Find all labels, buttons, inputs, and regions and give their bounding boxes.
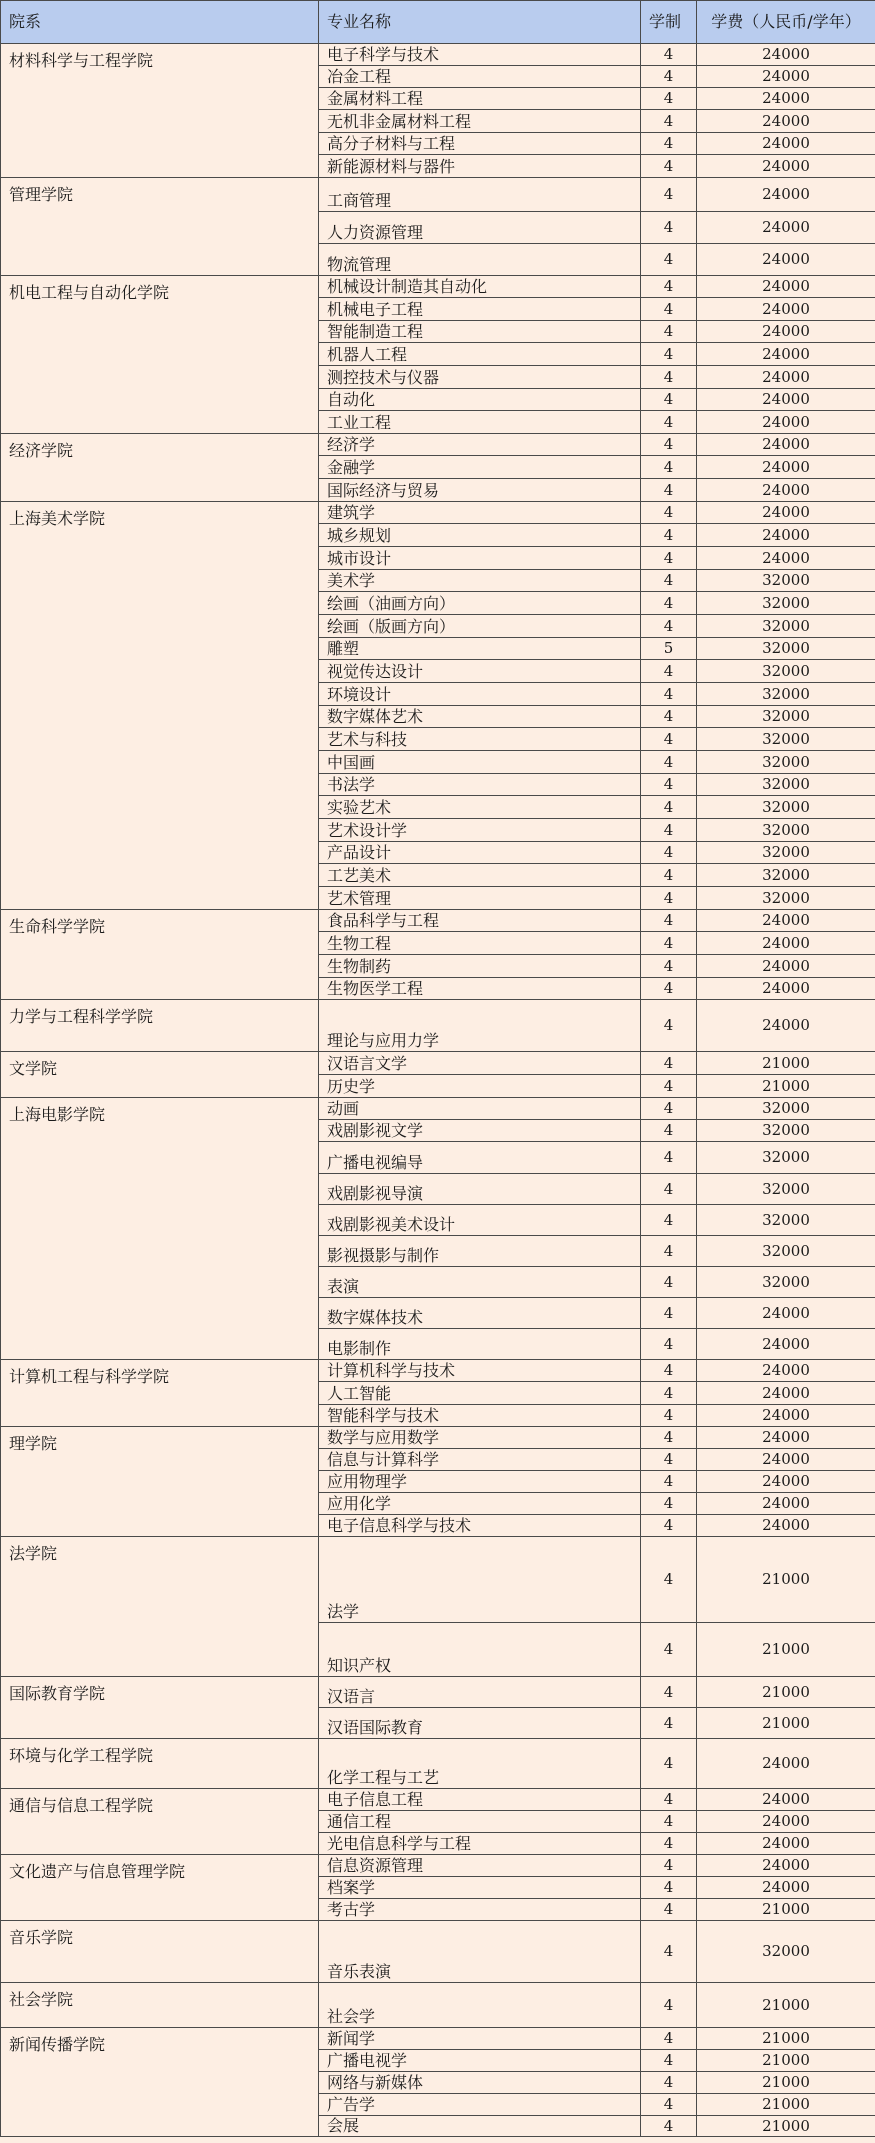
major-cell: 人工智能 [319, 1382, 641, 1405]
major-cell: 高分子材料与工程 [319, 133, 641, 155]
major-cell: 信息资源管理 [319, 1855, 641, 1877]
duration-cell: 4 [641, 1877, 697, 1899]
duration-cell: 4 [641, 1098, 697, 1120]
duration-cell: 4 [641, 1205, 697, 1236]
duration-cell: 4 [641, 1052, 697, 1075]
college-cell: 理学院 [1, 1427, 319, 1537]
tuition-cell: 32000 [697, 1921, 875, 1983]
duration-cell: 4 [641, 298, 697, 321]
major-cell: 生物医学工程 [319, 978, 641, 1000]
tuition-cell: 24000 [697, 44, 875, 66]
duration-cell: 4 [641, 1471, 697, 1493]
table-body [1, 44, 875, 2137]
tuition-cell: 24000 [697, 1493, 875, 1515]
duration-cell: 4 [641, 1983, 697, 2028]
major-cell: 中国画 [319, 751, 641, 774]
major-cell: 会展 [319, 2116, 641, 2137]
table-row [1, 276, 875, 298]
duration-cell: 4 [641, 524, 697, 547]
major-cell: 档案学 [319, 1877, 641, 1899]
tuition-cell: 24000 [697, 1877, 875, 1899]
header-college: 院系 [1, 1, 319, 44]
major-cell: 新能源材料与器件 [319, 155, 641, 178]
college-cell: 经济学院 [1, 434, 319, 502]
major-cell: 戏剧影视美术设计 [319, 1205, 641, 1236]
college-cell: 法学院 [1, 1537, 319, 1677]
major-cell: 书法学 [319, 774, 641, 796]
tuition-cell: 32000 [697, 887, 875, 910]
major-cell: 绘画（油画方向） [319, 592, 641, 615]
tuition-cell: 21000 [697, 2028, 875, 2050]
major-cell: 信息与计算科学 [319, 1449, 641, 1471]
tuition-cell: 21000 [697, 1052, 875, 1075]
major-cell: 金融学 [319, 456, 641, 479]
duration-cell: 4 [641, 2116, 697, 2137]
major-cell: 新闻学 [319, 2028, 641, 2050]
college-cell: 音乐学院 [1, 1921, 319, 1983]
college-cell: 社会学院 [1, 1983, 319, 2028]
duration-cell: 4 [641, 1811, 697, 1833]
tuition-cell: 21000 [697, 2116, 875, 2137]
major-cell: 美术学 [319, 570, 641, 592]
tuition-cell: 32000 [697, 1098, 875, 1120]
duration-cell: 4 [641, 683, 697, 706]
major-cell: 汉语言 [319, 1677, 641, 1708]
table-row [1, 1855, 875, 1877]
major-cell: 数字媒体艺术 [319, 706, 641, 728]
tuition-cell: 24000 [697, 298, 875, 321]
college-cell: 机电工程与自动化学院 [1, 276, 319, 434]
college-cell: 材料科学与工程学院 [1, 44, 319, 178]
duration-cell: 4 [641, 887, 697, 910]
college-cell: 上海美术学院 [1, 502, 319, 910]
duration-cell: 4 [641, 955, 697, 978]
major-cell: 艺术管理 [319, 887, 641, 910]
duration-cell: 4 [641, 615, 697, 638]
table-row [1, 502, 875, 524]
header-row [1, 1, 875, 44]
tuition-cell: 24000 [697, 1298, 875, 1329]
duration-cell: 4 [641, 2050, 697, 2072]
major-cell: 无机非金属材料工程 [319, 110, 641, 133]
tuition-cell: 24000 [697, 479, 875, 502]
tuition-cell: 21000 [697, 1708, 875, 1739]
major-cell: 冶金工程 [319, 66, 641, 88]
duration-cell: 4 [641, 178, 697, 212]
major-cell: 工业工程 [319, 411, 641, 434]
header-major: 专业名称 [319, 1, 641, 44]
major-cell: 电影制作 [319, 1329, 641, 1360]
tuition-cell: 32000 [697, 638, 875, 660]
table-header [1, 1, 875, 44]
duration-cell: 4 [641, 1921, 697, 1983]
tuition-cell: 24000 [697, 1515, 875, 1537]
duration-cell: 4 [641, 1515, 697, 1537]
tuition-cell: 32000 [697, 683, 875, 706]
duration-cell: 4 [641, 660, 697, 683]
duration-cell: 4 [641, 1449, 697, 1471]
table-row [1, 1921, 875, 1983]
duration-cell: 4 [641, 44, 697, 66]
tuition-cell: 32000 [697, 1120, 875, 1142]
duration-cell: 4 [641, 1677, 697, 1708]
duration-cell: 4 [641, 706, 697, 728]
tuition-cell: 24000 [697, 910, 875, 932]
duration-cell: 4 [641, 434, 697, 456]
tuition-cell: 24000 [697, 1855, 875, 1877]
duration-cell: 4 [641, 88, 697, 110]
duration-cell: 4 [641, 1329, 697, 1360]
table-row [1, 1983, 875, 2028]
major-cell: 建筑学 [319, 502, 641, 524]
major-cell: 通信工程 [319, 1811, 641, 1833]
duration-cell: 4 [641, 2094, 697, 2116]
duration-cell: 4 [641, 1382, 697, 1405]
college-cell: 力学与工程科学学院 [1, 1000, 319, 1052]
tuition-cell: 24000 [697, 1789, 875, 1811]
tuition-cell: 21000 [697, 1677, 875, 1708]
table-row [1, 1789, 875, 1811]
tuition-cell: 24000 [697, 434, 875, 456]
major-cell: 食品科学与工程 [319, 910, 641, 932]
major-cell: 测控技术与仪器 [319, 366, 641, 389]
duration-cell: 4 [641, 1427, 697, 1449]
tuition-cell: 24000 [697, 389, 875, 411]
college-cell: 通信与信息工程学院 [1, 1789, 319, 1855]
tuition-cell: 32000 [697, 1174, 875, 1205]
duration-cell: 4 [641, 1855, 697, 1877]
duration-cell: 4 [641, 1174, 697, 1205]
major-cell: 电子科学与技术 [319, 44, 641, 66]
tuition-cell: 32000 [697, 615, 875, 638]
tuition-cell: 24000 [697, 133, 875, 155]
tuition-cell: 21000 [697, 2094, 875, 2116]
duration-cell: 4 [641, 1833, 697, 1855]
tuition-cell: 24000 [697, 955, 875, 978]
duration-cell: 4 [641, 1789, 697, 1811]
tuition-cell: 24000 [697, 524, 875, 547]
major-cell: 应用化学 [319, 1493, 641, 1515]
header-duration: 学制 [641, 1, 697, 44]
major-cell: 知识产权 [319, 1623, 641, 1677]
major-cell: 社会学 [319, 1983, 641, 2028]
duration-cell: 4 [641, 819, 697, 842]
duration-cell: 4 [641, 1267, 697, 1298]
table-row [1, 434, 875, 456]
duration-cell: 4 [641, 796, 697, 819]
major-cell: 视觉传达设计 [319, 660, 641, 683]
tuition-cell: 24000 [697, 155, 875, 178]
duration-cell: 4 [641, 66, 697, 88]
major-cell: 影视摄影与制作 [319, 1236, 641, 1267]
major-cell: 戏剧影视文学 [319, 1120, 641, 1142]
tuition-cell: 24000 [697, 502, 875, 524]
tuition-cell: 24000 [697, 1382, 875, 1405]
duration-cell: 4 [641, 1493, 697, 1515]
college-cell: 生命科学学院 [1, 910, 319, 1000]
tuition-cell: 32000 [697, 774, 875, 796]
major-cell: 工艺美术 [319, 864, 641, 887]
tuition-cell: 32000 [697, 864, 875, 887]
duration-cell: 5 [641, 638, 697, 660]
major-cell: 实验艺术 [319, 796, 641, 819]
major-cell: 广播电视学 [319, 2050, 641, 2072]
major-cell: 法学 [319, 1537, 641, 1623]
major-cell: 数字媒体技术 [319, 1298, 641, 1329]
tuition-cell: 21000 [697, 1075, 875, 1098]
major-cell: 计算机科学与技术 [319, 1360, 641, 1382]
duration-cell: 4 [641, 1708, 697, 1739]
major-cell: 城乡规划 [319, 524, 641, 547]
college-cell: 环境与化学工程学院 [1, 1739, 319, 1789]
major-cell: 机器人工程 [319, 343, 641, 366]
major-cell: 网络与新媒体 [319, 2072, 641, 2094]
tuition-cell: 32000 [697, 842, 875, 864]
tuition-cell: 24000 [697, 1739, 875, 1789]
duration-cell: 4 [641, 321, 697, 343]
duration-cell: 4 [641, 1537, 697, 1623]
tuition-cell: 24000 [697, 1329, 875, 1360]
table-row [1, 44, 875, 66]
major-cell: 电子信息工程 [319, 1789, 641, 1811]
major-cell: 城市设计 [319, 547, 641, 570]
duration-cell: 4 [641, 910, 697, 932]
table-row [1, 910, 875, 932]
duration-cell: 4 [641, 366, 697, 389]
table-row [1, 1000, 875, 1052]
major-cell: 智能制造工程 [319, 321, 641, 343]
college-cell: 文化遗产与信息管理学院 [1, 1855, 319, 1921]
tuition-cell: 24000 [697, 1405, 875, 1427]
tuition-cell: 24000 [697, 276, 875, 298]
major-cell: 音乐表演 [319, 1921, 641, 1983]
tuition-cell: 32000 [697, 1205, 875, 1236]
duration-cell: 4 [641, 2028, 697, 2050]
duration-cell: 4 [641, 842, 697, 864]
duration-cell: 4 [641, 1739, 697, 1789]
duration-cell: 4 [641, 751, 697, 774]
major-cell: 生物工程 [319, 932, 641, 955]
duration-cell: 4 [641, 728, 697, 751]
duration-cell: 4 [641, 133, 697, 155]
duration-cell: 4 [641, 1405, 697, 1427]
duration-cell: 4 [641, 1298, 697, 1329]
tuition-cell: 32000 [697, 1267, 875, 1298]
table-row [1, 2028, 875, 2050]
duration-cell: 4 [641, 932, 697, 955]
major-cell: 广播电视编导 [319, 1142, 641, 1174]
major-cell: 应用物理学 [319, 1471, 641, 1493]
duration-cell: 4 [641, 343, 697, 366]
tuition-cell: 32000 [697, 728, 875, 751]
duration-cell: 4 [641, 244, 697, 276]
tuition-cell: 24000 [697, 932, 875, 955]
duration-cell: 4 [641, 212, 697, 244]
major-cell: 广告学 [319, 2094, 641, 2116]
tuition-cell: 24000 [697, 411, 875, 434]
table-row [1, 1360, 875, 1382]
major-cell: 历史学 [319, 1075, 641, 1098]
major-cell: 数学与应用数学 [319, 1427, 641, 1449]
tuition-cell: 24000 [697, 1471, 875, 1493]
tuition-cell: 24000 [697, 1000, 875, 1052]
tuition-cell: 24000 [697, 88, 875, 110]
table-row [1, 178, 875, 212]
tuition-cell: 24000 [697, 178, 875, 212]
tuition-cell: 32000 [697, 592, 875, 615]
duration-cell: 4 [641, 389, 697, 411]
major-cell: 国际经济与贸易 [319, 479, 641, 502]
table-row [1, 1427, 875, 1449]
major-cell: 雕塑 [319, 638, 641, 660]
major-cell: 化学工程与工艺 [319, 1739, 641, 1789]
tuition-cell: 24000 [697, 244, 875, 276]
major-cell: 工商管理 [319, 178, 641, 212]
major-cell: 艺术设计学 [319, 819, 641, 842]
tuition-cell: 21000 [697, 1983, 875, 2028]
tuition-cell: 24000 [697, 978, 875, 1000]
major-cell: 智能科学与技术 [319, 1405, 641, 1427]
tuition-cell: 24000 [697, 1449, 875, 1471]
duration-cell: 4 [641, 592, 697, 615]
major-cell: 戏剧影视导演 [319, 1174, 641, 1205]
major-cell: 机械设计制造其自动化 [319, 276, 641, 298]
duration-cell: 4 [641, 864, 697, 887]
tuition-cell: 24000 [697, 547, 875, 570]
major-cell: 光电信息科学与工程 [319, 1833, 641, 1855]
tuition-cell: 32000 [697, 751, 875, 774]
duration-cell: 4 [641, 1899, 697, 1921]
major-cell: 人力资源管理 [319, 212, 641, 244]
duration-cell: 4 [641, 570, 697, 592]
college-cell: 文学院 [1, 1052, 319, 1098]
table-row [1, 1537, 875, 1623]
duration-cell: 4 [641, 155, 697, 178]
tuition-cell: 32000 [697, 819, 875, 842]
major-cell: 汉语国际教育 [319, 1708, 641, 1739]
tuition-cell: 24000 [697, 321, 875, 343]
table-row [1, 1052, 875, 1075]
header-tuition: 学费（人民币/学年） [697, 1, 875, 44]
college-cell: 管理学院 [1, 178, 319, 276]
duration-cell: 4 [641, 479, 697, 502]
major-cell: 经济学 [319, 434, 641, 456]
major-cell: 电子信息科学与技术 [319, 1515, 641, 1537]
table-row [1, 1739, 875, 1789]
major-cell: 绘画（版画方向） [319, 615, 641, 638]
tuition-cell: 32000 [697, 570, 875, 592]
major-cell: 金属材料工程 [319, 88, 641, 110]
major-cell: 自动化 [319, 389, 641, 411]
duration-cell: 4 [641, 276, 697, 298]
duration-cell: 4 [641, 1000, 697, 1052]
major-cell: 生物制药 [319, 955, 641, 978]
duration-cell: 4 [641, 1120, 697, 1142]
major-cell: 理论与应用力学 [319, 1000, 641, 1052]
major-cell: 动画 [319, 1098, 641, 1120]
duration-cell: 4 [641, 1623, 697, 1677]
tuition-cell: 21000 [697, 1899, 875, 1921]
table-row [1, 1677, 875, 1708]
tuition-cell: 24000 [697, 1360, 875, 1382]
tuition-cell: 21000 [697, 1623, 875, 1677]
duration-cell: 4 [641, 2072, 697, 2094]
tuition-cell: 21000 [697, 2072, 875, 2094]
major-cell: 考古学 [319, 1899, 641, 1921]
duration-cell: 4 [641, 978, 697, 1000]
tuition-cell: 24000 [697, 343, 875, 366]
tuition-cell: 24000 [697, 456, 875, 479]
table-row [1, 1098, 875, 1120]
tuition-cell: 32000 [697, 1236, 875, 1267]
duration-cell: 4 [641, 1075, 697, 1098]
duration-cell: 4 [641, 110, 697, 133]
tuition-cell: 32000 [697, 796, 875, 819]
duration-cell: 4 [641, 547, 697, 570]
tuition-cell: 32000 [697, 706, 875, 728]
major-cell: 表演 [319, 1267, 641, 1298]
duration-cell: 4 [641, 774, 697, 796]
duration-cell: 4 [641, 1142, 697, 1174]
tuition-cell: 24000 [697, 66, 875, 88]
tuition-cell: 32000 [697, 660, 875, 683]
duration-cell: 4 [641, 1236, 697, 1267]
tuition-cell: 24000 [697, 366, 875, 389]
tuition-cell: 24000 [697, 1811, 875, 1833]
tuition-cell: 24000 [697, 1427, 875, 1449]
major-cell: 汉语言文学 [319, 1052, 641, 1075]
college-cell: 新闻传播学院 [1, 2028, 319, 2137]
college-cell: 计算机工程与科学学院 [1, 1360, 319, 1427]
major-cell: 产品设计 [319, 842, 641, 864]
college-cell: 上海电影学院 [1, 1098, 319, 1360]
duration-cell: 4 [641, 411, 697, 434]
duration-cell: 4 [641, 456, 697, 479]
major-cell: 物流管理 [319, 244, 641, 276]
tuition-cell: 24000 [697, 212, 875, 244]
tuition-cell: 21000 [697, 1537, 875, 1623]
tuition-cell: 21000 [697, 2050, 875, 2072]
major-cell: 艺术与科技 [319, 728, 641, 751]
college-cell: 国际教育学院 [1, 1677, 319, 1739]
duration-cell: 4 [641, 1360, 697, 1382]
tuition-cell: 24000 [697, 110, 875, 133]
duration-cell: 4 [641, 502, 697, 524]
tuition-cell: 24000 [697, 1833, 875, 1855]
tuition-cell: 32000 [697, 1142, 875, 1174]
major-cell: 机械电子工程 [319, 298, 641, 321]
major-cell: 环境设计 [319, 683, 641, 706]
